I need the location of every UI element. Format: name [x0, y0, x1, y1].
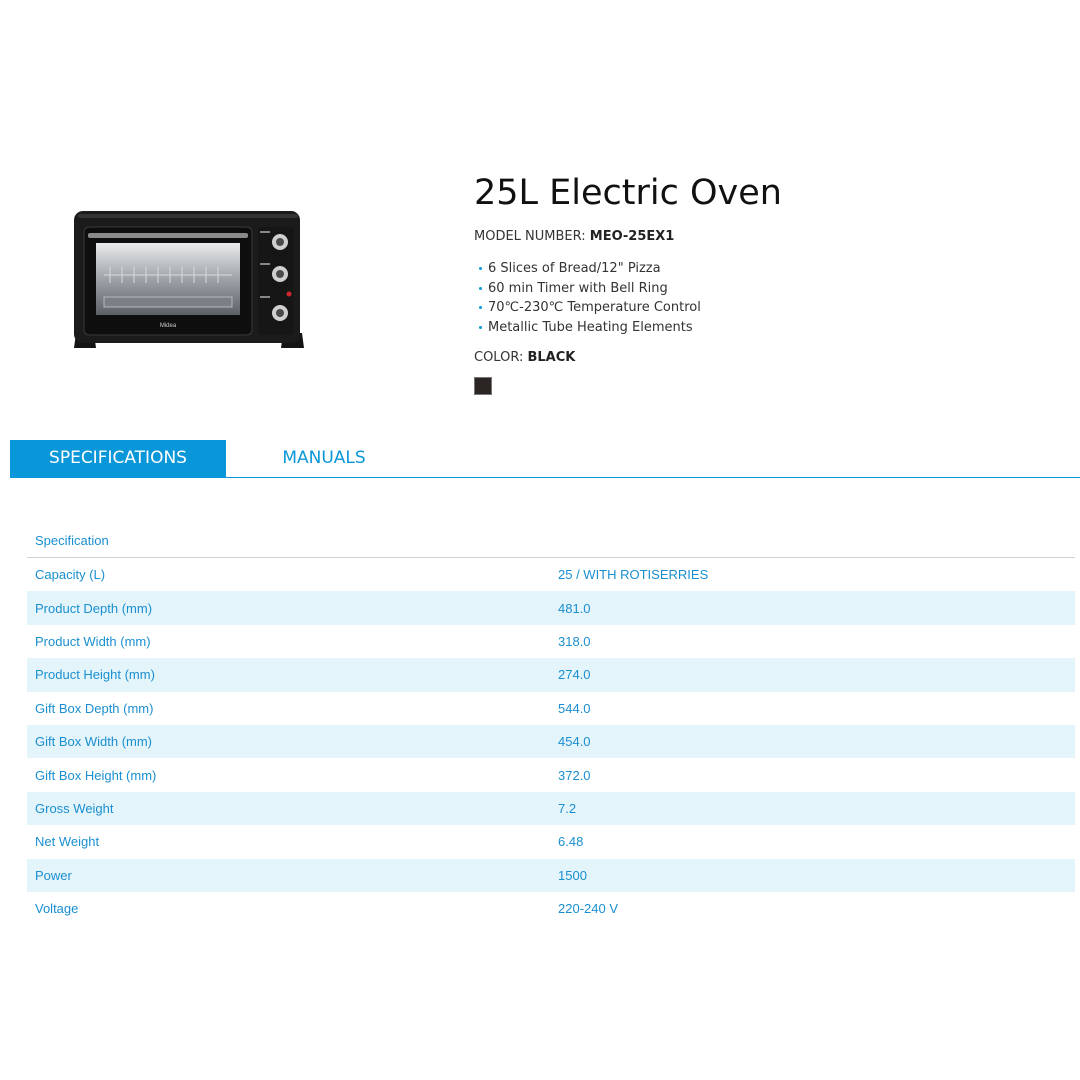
spec-value: 372.0: [558, 767, 591, 783]
color-row: [474, 350, 1034, 365]
color-swatch-black[interactable]: [474, 377, 492, 395]
spec-key: Gift Box Width (mm): [35, 734, 153, 750]
model-number: [474, 229, 1034, 244]
spec-key: Gift Box Height (mm): [35, 767, 157, 783]
spec-value: 481.0: [558, 600, 591, 616]
spec-value: 6.48: [558, 834, 584, 850]
svg-text:Midea: Midea: [159, 323, 177, 329]
table-row: [27, 892, 1075, 925]
spec-value: 7.2: [558, 800, 577, 816]
spec-key: Net Weight: [35, 834, 100, 850]
spec-table-header: Specification: [27, 524, 1075, 558]
spec-value: 544.0: [558, 700, 591, 716]
color-label: COLOR:: [474, 350, 524, 365]
table-row: [27, 658, 1075, 691]
spec-value: 318.0: [558, 633, 591, 649]
spec-value: 220-240 V: [558, 901, 618, 917]
spec-key: Gift Box Depth (mm): [35, 700, 154, 716]
feature-item: 70℃-230℃ Temperature Control: [479, 298, 1034, 318]
spec-key: Product Height (mm): [35, 667, 155, 683]
table-row: [27, 558, 1075, 591]
tab-manuals[interactable]: MANUALS: [226, 440, 422, 477]
spec-table: [27, 524, 1075, 925]
model-value: MEO-25EX1: [589, 229, 675, 244]
spec-key: Power: [35, 867, 72, 883]
spec-key: Gross Weight: [35, 800, 114, 816]
table-row: [27, 692, 1075, 725]
feature-item: 60 min Timer with Bell Ring: [479, 279, 1034, 299]
table-row: [27, 625, 1075, 658]
spec-value: 25 / WITH ROTISERRIES: [558, 567, 709, 583]
spec-key: Product Depth (mm): [35, 600, 153, 616]
product-info: [474, 170, 1034, 395]
table-row: [27, 758, 1075, 791]
table-row: [27, 725, 1075, 758]
feature-list: [479, 259, 1034, 337]
color-value: BLACK: [527, 350, 576, 365]
product-image: [70, 205, 310, 355]
model-label: MODEL NUMBER:: [474, 229, 586, 244]
table-row: [27, 859, 1075, 892]
spec-value: 454.0: [558, 734, 591, 750]
table-row: [27, 591, 1075, 624]
spec-value: 274.0: [558, 667, 591, 683]
feature-item: 6 Slices of Bread/12" Pizza: [479, 259, 1034, 279]
spec-key: Capacity (L): [35, 567, 106, 583]
spec-key: Voltage: [35, 901, 79, 917]
feature-item: Metallic Tube Heating Elements: [479, 318, 1034, 338]
table-row: [27, 792, 1075, 825]
tab-specifications[interactable]: SPECIFICATIONS: [10, 440, 226, 477]
table-row: [27, 825, 1075, 858]
product-title: 25L Electric Oven: [474, 173, 782, 213]
tab-bar: [10, 440, 1080, 478]
spec-key: Product Width (mm): [35, 633, 151, 649]
spec-value: 1500: [558, 867, 587, 883]
